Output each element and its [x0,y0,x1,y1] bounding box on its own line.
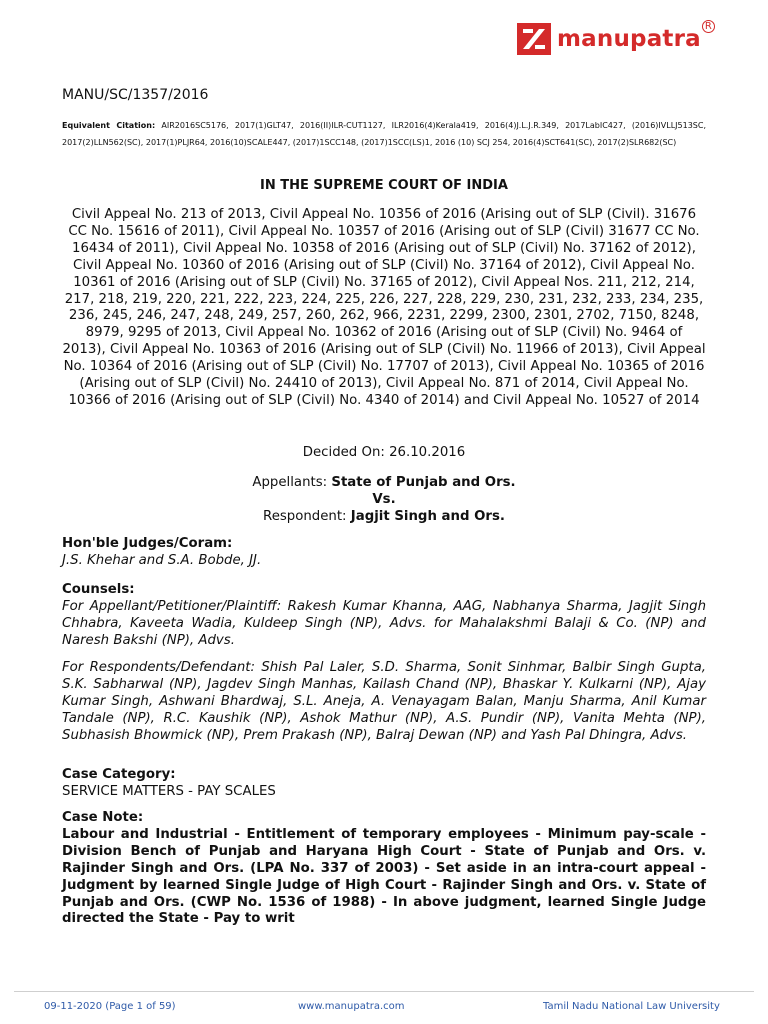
appellants-line [62,475,706,492]
court-name: IN THE SUPREME COURT OF INDIA [260,178,508,193]
decided-on: Decided On: 26.10.2016 [302,445,466,460]
respondent-name: Jagjit Singh and Ors. [350,508,505,524]
counsel-respondent: For Respondents/Defendant: Shish Pal Laler, S.D. Sharma, Sonit Sinhmar, Balbir Singh Gupta, S.K. Sabharwal (NP), Jagdev Singh Manhas, Kailash Chand (NP), Bhaskar Y. Kulkarni (NP), Ajay Kumar Singh, Ashwani Bhardwaj, S.L. Aneja, A. Venayagam Balan, Manju Sharma, Anil Kumar Tandale (NP), R.C. Kaushik (NP), Ashok Mathur (NP), A.S. Pundir (NP), Vanita Mehta (NP), Subhasish Bhowmick (NP), Prem Prakash (NP), Balraj Dewan (NP) and Yash Pal Dhingra, Advs. [62,660,706,743]
case-category-value: SERVICE MATTERS - PAY SCALES [62,783,276,799]
counsels-section [62,582,706,650]
case-note-section [62,810,706,928]
equivalent-citation-label: Equivalent Citation: [62,121,156,130]
appeal-numbers: Civil Appeal No. 213 of 2013, Civil Appeal No. 10356 of 2016 (Arising out of SLP (Civil). 31676 CC No. 15616 of 2011), Civil Appeal No. 10357 of 2016 (Arising out of SLP (Civil) 31677 CC No. 16434 of 2011), Civil Appeal No. 10358 of 2016 (Arising out of SLP (Civil) No. 37162 of 2012), Civil Appeal No. 10360 of 2016 (Arising out of SLP (Civil) No. 37164 of 2012), Civil Appeal No. 10361 of 2016 (Arising out of SLP (Civil) No. 37165 of 2012), Civil Appeal Nos. 211, 212, 214, 217, 218, 219, 220, 221, 222, 223, 224, 225, 226, 227, 228, 229, 230, 231, 232, 233, 234, 235, 236, 245, 246, 247, 248, 249, 257, 260, 262, 966, 2231, 2299, 2300, 2301, 2702, 7150, 8248, 8979, 9295 of 2013, Civil Appeal No. 10362 of 2016 (Arising out of SLP (Civil) No. 9464 of 2013), Civil Appeal No. 10363 of 2016 (Arising out of SLP (Civil) No. 11966 of 2013), Civil Appeal No. 10364 of 2016 (Arising out of SLP (Civil) No. 17707 of 2013), Civil Appeal No. 10365 of 2016 (Arising out of SLP (Civil) No. 24410 of 2013), Civil Appeal No. 871 of 2014, Civil Appeal No. 10366 of 2016 (Arising out of SLP (Civil) No. 4340 of 2014) and Civil Appeal No. 10527 of 2014 [62,207,706,408]
appellants-label: Appellants: [252,475,328,490]
manupatra-logo [517,21,712,56]
manu-citation-id: MANU/SC/1357/2016 [62,87,209,103]
appellants-name: State of Punjab and Ors. [331,475,516,490]
case-note-heading: Case Note: [62,810,144,825]
logo-text: manupatra [557,26,701,52]
judges-heading: Hon'ble Judges/Coram: [62,536,233,551]
case-note-text: Labour and Industrial - Entitlement of temporary employees - Minimum pay-scale - Division Bench of Punjab and Haryana High Court - State of Punjab and Ors. v. Rajinder Singh and Ors. (LPA No. 337 of 2003) - Set aside in an intra-court appeal - Judgment by learned Single Judge of High Court - Rajinder Singh and Ors. v. State of Punjab and Ors. (CWP No. 1536 of 1988) - In above judgment, learned Single Judge directed the State - Pay to writ [62,826,706,927]
judges-section [62,536,706,570]
manupatra-logo-icon [517,23,551,55]
registered-mark: R [702,20,715,33]
footer-divider [14,991,754,992]
footer-page-info: 09-11-2020 (Page 1 of 59) [44,1001,176,1012]
respondent-label: Respondent: [263,508,347,524]
respondent-line [62,509,706,526]
footer-institution: Tamil Nadu National Law University [543,1001,720,1012]
equivalent-citations [62,117,706,151]
case-category-section [62,767,706,801]
counsels-heading: Counsels: [62,582,135,597]
parties [62,475,706,526]
counsel-appellant: For Appellant/Petitioner/Plaintiff: Rakesh Kumar Khanna, AAG, Nabhanya Sharma, Jagjit Singh Chhabra, Kaveeta Wadia, Kuldeep Singh (NP), Advs. for Mahalakshmi Balaji & Co. (NP) and Naresh Bakshi (NP), Advs. [62,598,706,648]
judges-names: J.S. Khehar and S.A. Bobde, JJ. [62,552,262,568]
equivalent-citation-text: AIR2016SC5176, 2017(1)GLT47, 2016(II)ILR-CUT1127, ILR2016(4)Kerala419, 2016(4)J.L.J.R.349, 2017LabIC427, (2016)IVLLJ513SC, 2017(2)LLN562(SC), 2017(1)PLJR64, 2016(10)SCALE447, (2017)1SCC148, (2017)1SCC(LS)1, 2016 (10) SCJ 254, 2016(4)SCT641(SC), 2017(2)SLR682(SC) [62,121,706,147]
case-category-heading: Case Category: [62,767,176,782]
counsel-respondent-section [62,660,706,745]
versus-text: Vs. [372,491,396,507]
versus [62,492,706,509]
footer-website-link[interactable]: www.manupatra.com [298,1001,405,1012]
